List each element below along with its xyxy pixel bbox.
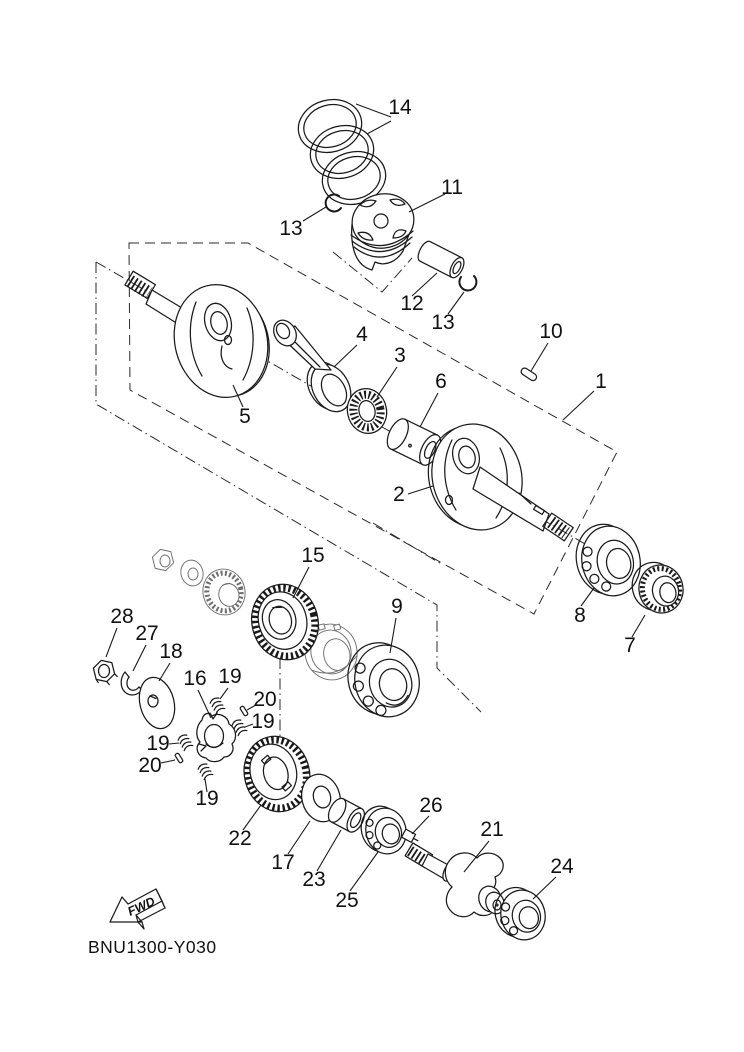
leader-line-28 <box>106 628 117 657</box>
callout-20: 20 <box>138 754 162 777</box>
callout-19: 19 <box>146 732 170 755</box>
leader-line-18 <box>159 663 170 681</box>
part-19-spring <box>209 696 225 713</box>
leader-line-4 <box>334 345 357 367</box>
callout-6: 6 <box>435 370 447 393</box>
callout-5: 5 <box>239 405 251 428</box>
part-8-ball-bearing <box>570 518 647 603</box>
callout-3: 3 <box>394 344 406 367</box>
callout-1: 1 <box>595 370 607 393</box>
ghost-small-gear <box>198 565 250 620</box>
part-28-nut <box>93 660 117 684</box>
part-19-spring <box>197 762 213 779</box>
part-4-connecting-rod <box>269 316 358 418</box>
leader-line-26 <box>412 816 429 834</box>
retainer-bore <box>205 725 224 748</box>
callout-19: 19 <box>251 710 275 733</box>
callout-11: 11 <box>441 176 463 199</box>
callout-28: 28 <box>110 605 134 628</box>
fwd-arrow-label: FWD <box>125 894 158 919</box>
callout-13: 13 <box>279 217 303 240</box>
leader-line-11 <box>409 194 445 212</box>
ghost-nut <box>152 549 173 570</box>
part-13-circlip-right <box>459 276 476 290</box>
part-11-piston <box>347 188 419 270</box>
part-16-spring-retainer <box>197 713 236 762</box>
callout-12: 12 <box>400 292 424 315</box>
callout-9: 9 <box>391 595 403 618</box>
leader-line-14 <box>356 104 391 117</box>
part-25-ball-bearing <box>356 801 411 859</box>
leader-line-2 <box>408 486 433 494</box>
leader-line-19 <box>220 688 228 699</box>
ghost-washer <box>178 558 206 589</box>
fwd-arrow <box>110 889 165 929</box>
callout-8: 8 <box>574 604 586 627</box>
part-12-piston-pin <box>415 239 466 280</box>
callout-18: 18 <box>159 640 183 663</box>
callout-19: 19 <box>195 787 219 810</box>
callout-24: 24 <box>550 855 574 878</box>
callout-21: 21 <box>480 818 504 841</box>
callout-7: 7 <box>624 634 636 657</box>
callout-15: 15 <box>301 544 325 567</box>
leader-line-10 <box>531 343 548 371</box>
callout-13: 13 <box>431 311 455 334</box>
leader-line-3 <box>377 367 397 397</box>
callout-25: 25 <box>335 889 359 912</box>
callout-23: 23 <box>302 868 326 891</box>
part-18-plate-washer <box>134 674 180 733</box>
part-20-pin <box>175 753 184 764</box>
leader-line-16 <box>198 690 211 718</box>
callout-2: 2 <box>393 483 405 506</box>
part-19-spring <box>177 733 193 750</box>
part-27-lock-washer <box>121 672 142 695</box>
leader-line-20 <box>161 760 175 763</box>
leader-line-17 <box>288 821 310 854</box>
callout-27: 27 <box>135 622 159 645</box>
leader-line-24 <box>533 877 556 899</box>
part-2-crankshaft-half-right <box>417 414 573 541</box>
part-20-pin <box>240 706 249 717</box>
callout-22: 22 <box>228 827 252 850</box>
leader-line-13 <box>303 207 326 221</box>
part-14-piston-rings <box>292 93 391 212</box>
callout-26: 26 <box>419 794 443 817</box>
part-5-crankshaft-half-left <box>125 271 281 408</box>
callout-19: 19 <box>218 665 242 688</box>
leader-line-27 <box>133 645 146 671</box>
diagram-code: BNU1300-Y030 <box>88 937 217 957</box>
callout-10: 10 <box>539 320 563 343</box>
leader-line-19 <box>169 743 179 744</box>
callout-20: 20 <box>253 688 277 711</box>
leader-line-1 <box>563 391 594 420</box>
leader-line-14 <box>367 121 391 134</box>
callout-14: 14 <box>388 96 412 119</box>
callout-17: 17 <box>271 851 295 874</box>
leader-line-23 <box>317 830 341 871</box>
leader-line-25 <box>350 852 378 891</box>
leader-line-6 <box>420 393 438 427</box>
part-21-balancer-shaft <box>405 843 507 917</box>
part-10-woodruff-key <box>520 367 538 382</box>
callout-16: 16 <box>183 667 207 690</box>
callout-4: 4 <box>356 323 368 346</box>
